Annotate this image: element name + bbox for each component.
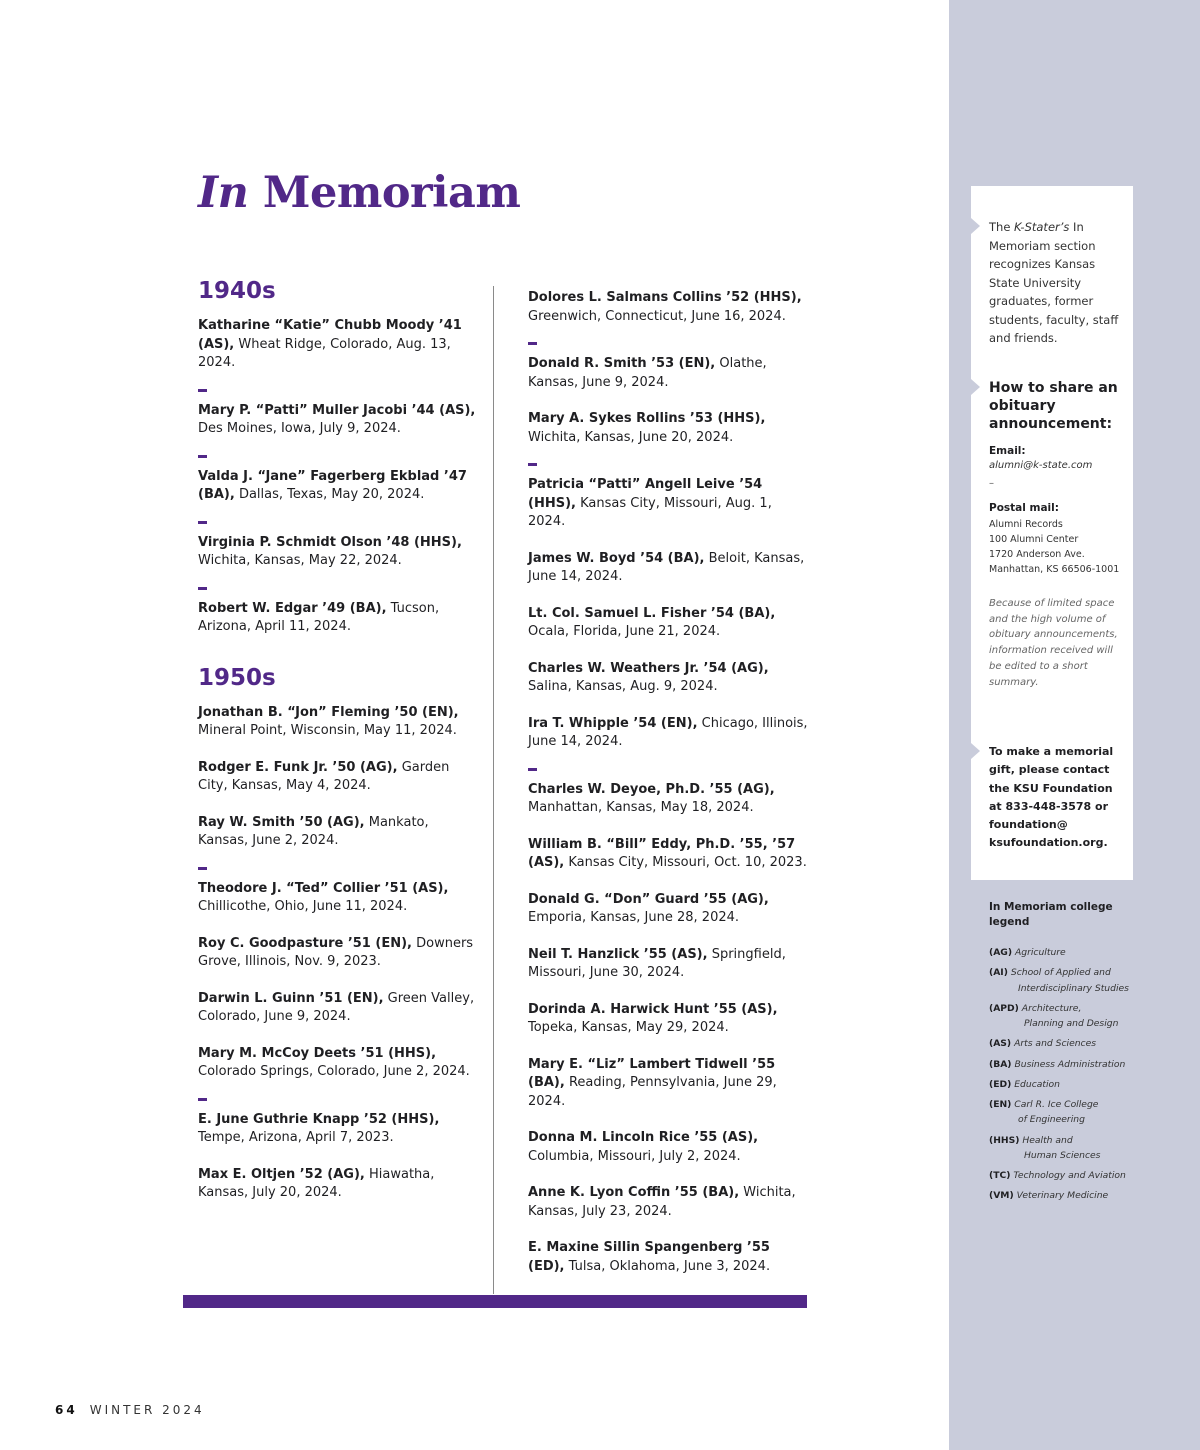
page-number: 64: [55, 1403, 78, 1417]
obituary-name: Jonathan B. “Jon” Fleming ’50 (EN),: [198, 704, 459, 720]
obituary-name: Max E. Oltjen ’52 (AG),: [198, 1166, 365, 1182]
email-label: Email:: [989, 445, 1026, 457]
entry-separator-dash: [198, 867, 207, 870]
obituary-name: Patricia “Patti” Angell Leive ’54 (HHS),: [528, 477, 763, 511]
entry-separator-dash: [528, 342, 537, 345]
college-legend-list: [989, 945, 1139, 1209]
legend-college-name-line: Interdisciplinary Studies: [1018, 982, 1129, 994]
entry-separator-dash: [198, 389, 207, 392]
bottom-accent-bar: [183, 1295, 807, 1308]
obituary-entry: [198, 759, 478, 796]
obituary-details: Wichita, Kansas, May 22, 2024.: [198, 553, 402, 568]
obituary-name: Darwin L. Guinn ’51 (EN),: [198, 990, 384, 1006]
postal-mail-label: Postal mail:: [989, 502, 1059, 514]
obituary-name: Rodger E. Funk Jr. ’50 (AG),: [198, 759, 398, 775]
obituary-name: Dolores L. Salmans Collins ’52 (HHS),: [528, 290, 802, 305]
legend-item: [989, 1001, 1139, 1031]
obituary-details: Greenwich, Connecticut, June 16, 2024.: [528, 308, 786, 324]
legend-abbreviation: (BA): [989, 1058, 1012, 1070]
legend-item: [989, 1168, 1139, 1183]
obituary-entry: [528, 1056, 810, 1112]
obituary-details: Reading, Pennsylvania, June 29, 2024.: [528, 1075, 777, 1109]
obituary-name: E. June Guthrie Knapp ’52 (HHS),: [198, 1111, 440, 1127]
obituary-name: Donna M. Lincoln Rice ’55 (AS),: [528, 1130, 759, 1145]
page-title-main: Memoriam: [262, 168, 521, 218]
legend-college-name-line: Veterinary Medicine: [1016, 1190, 1109, 1202]
legend-item: [989, 945, 1139, 960]
obituary-entry: [528, 946, 810, 983]
obituary-details: Emporia, Kansas, June 28, 2024.: [528, 910, 740, 925]
legend-item: [989, 1133, 1139, 1163]
postal-address-line: Manhattan, KS 66506-1001: [989, 564, 1120, 575]
obituary-name: Ray W. Smith ’50 (AG),: [198, 814, 365, 830]
obituary-details: Wichita, Kansas, June 20, 2024.: [528, 429, 734, 445]
page-title-italic: In: [198, 168, 249, 218]
college-legend-title: In Memoriam college legend: [989, 901, 1113, 928]
obituary-details: Downers Grove, Illinois, Nov. 9, 2023.: [198, 935, 474, 969]
obituary-entry: [198, 317, 478, 373]
obituary-entry: [528, 550, 810, 587]
obituary-entry: [198, 935, 478, 972]
legend-college-name-line: Human Sciences: [1024, 1149, 1101, 1161]
obituary-name: Mary M. McCoy Deets ’51 (HHS),: [198, 1045, 437, 1061]
obituary-entry: [198, 600, 478, 637]
obituary-details: Tulsa, Oklahoma, June 3, 2024.: [568, 1258, 771, 1274]
obituary-entry: [528, 1001, 810, 1038]
obituary-entry: [198, 402, 478, 439]
entry-separator-dash: [198, 455, 207, 458]
obituary-details: Tempe, Arizona, April 7, 2023.: [198, 1130, 394, 1145]
obituary-entry: [528, 289, 810, 326]
obituary-entry: [198, 990, 478, 1027]
obituary-name: Robert W. Edgar ’49 (BA),: [198, 600, 387, 616]
legend-college-name: [1014, 1079, 1060, 1090]
obituary-name: Roy C. Goodpasture ’51 (EN),: [198, 935, 412, 951]
legend-college-name-line: Health and: [1022, 1134, 1073, 1146]
legend-item: [989, 965, 1139, 995]
legend-college-name-line: Carl R. Ice College: [1014, 1099, 1099, 1111]
obituary-name: Katharine “Katie” Chubb Moody ’41 (AS),: [198, 318, 462, 352]
obituary-name: E. Maxine Sillin Spangenberg ’55 (ED),: [528, 1240, 770, 1274]
entry-separator-dash: [198, 587, 207, 590]
obituary-entry: [528, 781, 810, 818]
entry-separator-dash: [528, 463, 537, 466]
intro-publication-name: K-Stater’s: [1014, 220, 1070, 234]
intro-text: In Memoriam section recognizes Kansas State University graduates, former students, faculty, staff and friends.: [989, 220, 1119, 345]
column-divider: [493, 286, 494, 1294]
obituary-details: Garden City, Kansas, May 4, 2024.: [198, 759, 450, 793]
obituary-name: William B. “Bill” Eddy, Ph.D. ’55, ’57 (AS),: [528, 836, 796, 870]
entry-separator-dash: [198, 1098, 207, 1101]
obituary-name: Charles W. Deyoe, Ph.D. ’55 (AG),: [528, 781, 775, 797]
legend-college-name: [1015, 947, 1066, 958]
legend-college-name: [1013, 1170, 1126, 1181]
entry-separator-dash: [528, 768, 537, 771]
legend-college-name-line: Planning and Design: [1024, 1018, 1119, 1029]
how-to-share-heading: How to share an obituary announcement:: [989, 380, 1118, 432]
obituary-details: Chillicothe, Ohio, June 11, 2024.: [198, 899, 408, 914]
obituary-column-right: [528, 289, 810, 1294]
sidebar-intro: [989, 218, 1123, 348]
legend-item: [989, 1057, 1139, 1072]
obituary-entry: [528, 836, 810, 873]
legend-college-name-line: Arts and Sciences: [1014, 1038, 1097, 1050]
obituary-details: Kansas City, Missouri, Aug. 1, 2024.: [528, 495, 772, 529]
legend-item: [989, 1097, 1139, 1127]
page-footer: [55, 1403, 205, 1417]
arrow-marker-icon: [971, 218, 980, 234]
memorial-gift-note: To make a memorial gift, please contact the KSU Foundation at 833-448-3578 or foundation@ ksufoundation.org.: [989, 745, 1114, 850]
obituary-entry: [528, 1239, 810, 1276]
obituary-entry: [528, 891, 810, 928]
legend-college-name: [989, 967, 1139, 995]
legend-college-name-line: Technology and Aviation: [1013, 1170, 1126, 1182]
obituary-name: James W. Boyd ’54 (BA),: [528, 550, 705, 566]
obituary-name: Charles W. Weathers Jr. ’54 (AG),: [528, 660, 769, 676]
obituary-name: Mary P. “Patti” Muller Jacobi ’44 (AS),: [198, 402, 476, 418]
obituary-entry: [528, 660, 810, 697]
obituary-details: Salina, Kansas, Aug. 9, 2024.: [528, 679, 718, 694]
legend-item: [989, 1077, 1139, 1092]
editing-disclaimer: Because of limited space and the high volume of obituary announcements, information received will be edited to a short summary.: [989, 598, 1118, 688]
postal-address-line: 1720 Anderson Ave.: [989, 549, 1085, 560]
obituary-entry: [528, 1129, 810, 1166]
entry-separator-dash: [198, 521, 207, 524]
legend-abbreviation: (APD): [989, 1002, 1019, 1014]
obituary-name: Ira T. Whipple ’54 (EN),: [528, 715, 698, 731]
obituary-name: Neil T. Hanzlick ’55 (AS),: [528, 946, 708, 962]
legend-college-name-line: Architecture,: [1021, 1002, 1082, 1014]
obituary-column-left: [198, 275, 478, 1221]
decade-heading: 1940s: [198, 278, 276, 304]
arrow-marker-icon: [971, 743, 980, 759]
separator-dash: –: [989, 478, 994, 489]
obituary-name: Dorinda A. Harwick Hunt ’55 (AS),: [528, 1001, 778, 1017]
obituary-entry: [198, 468, 478, 505]
legend-college-name: [1017, 1190, 1109, 1201]
obituary-details: Des Moines, Iowa, July 9, 2024.: [198, 421, 401, 436]
obituary-name: Valda J. “Jane” Fagerberg Ekblad ’47 (BA),: [198, 468, 467, 502]
legend-abbreviation: (EN): [989, 1099, 1012, 1111]
obituary-details: Columbia, Missouri, July 2, 2024.: [528, 1148, 741, 1164]
obituary-details: Chicago, Illinois, June 14, 2024.: [528, 715, 808, 749]
intro-text: The: [989, 220, 1015, 234]
legend-item: [989, 1036, 1139, 1051]
obituary-entry: [198, 534, 478, 571]
legend-abbreviation: (AS): [989, 1038, 1012, 1050]
obituary-details: Colorado Springs, Colorado, June 2, 2024.: [198, 1064, 470, 1079]
obituary-details: Olathe, Kansas, June 9, 2024.: [528, 356, 767, 390]
legend-abbreviation: (AG): [989, 947, 1013, 958]
obituary-details: Kansas City, Missouri, Oct. 10, 2023.: [568, 855, 807, 870]
obituary-details: Wheat Ridge, Colorado, Aug. 13, 2024.: [198, 336, 451, 370]
decade-heading: 1950s: [198, 664, 276, 691]
postal-address-line: Alumni Records: [989, 519, 1063, 530]
obituary-details: Mineral Point, Wisconsin, May 11, 2024.: [198, 723, 457, 738]
page-title: [198, 168, 520, 218]
obituary-details: Manhattan, Kansas, May 18, 2024.: [528, 800, 754, 815]
obituary-details: Ocala, Florida, June 21, 2024.: [528, 624, 721, 639]
legend-college-name-line: of Engineering: [1018, 1114, 1085, 1126]
obituary-name: Virginia P. Schmidt Olson ’48 (HHS),: [198, 534, 462, 550]
obituary-name: Anne K. Lyon Coffin ’55 (BA),: [528, 1185, 740, 1200]
obituary-entry: [198, 1166, 478, 1203]
obituary-name: Mary E. “Liz” Lambert Tidwell ’55 (BA),: [528, 1056, 776, 1090]
obituary-details: Hiawatha, Kansas, July 20, 2024.: [198, 1166, 435, 1200]
legend-item: [989, 1188, 1139, 1203]
obituary-entry: [528, 605, 810, 642]
obituary-details: Green Valley, Colorado, June 9, 2024.: [198, 990, 475, 1024]
obituary-entry: [528, 1184, 810, 1221]
legend-abbreviation: (HHS): [989, 1134, 1020, 1146]
obituary-details: Tucson, Arizona, April 11, 2024.: [198, 600, 440, 634]
arrow-marker-icon: [971, 379, 980, 395]
legend-abbreviation: (TC): [989, 1170, 1011, 1182]
obituary-entry: [528, 410, 810, 447]
obituary-entry: [528, 715, 810, 752]
legend-college-name-line: Education: [1014, 1078, 1060, 1090]
obituary-name: Theodore J. “Ted” Collier ’51 (AS),: [198, 880, 449, 896]
obituary-name: Lt. Col. Samuel L. Fisher ’54 (BA),: [528, 605, 776, 621]
obituary-entry: [528, 355, 810, 392]
obituary-entry: [198, 1045, 478, 1082]
legend-abbreviation: (AI): [989, 967, 1008, 979]
obituary-details: Springfield, Missouri, June 30, 2024.: [528, 946, 786, 980]
legend-college-name: [1014, 1059, 1125, 1070]
issue-label: WINTER 2024: [89, 1403, 205, 1417]
obituary-name: Donald G. “Don” Guard ’55 (AG),: [528, 891, 769, 907]
legend-abbreviation: (VM): [989, 1190, 1014, 1202]
obituary-details: Beloit, Kansas, June 14, 2024.: [528, 550, 805, 584]
email-address: alumni@k-state.com: [989, 460, 1093, 471]
obituary-details: Dallas, Texas, May 20, 2024.: [238, 487, 425, 502]
legend-college-name: [1014, 1038, 1096, 1049]
legend-college-name-line: Agriculture: [1014, 947, 1066, 958]
postal-address: [989, 517, 1123, 577]
obituary-entry: [198, 880, 478, 917]
legend-abbreviation: (ED): [989, 1078, 1012, 1090]
obituary-entry: [198, 704, 478, 741]
legend-college-name-line: School of Applied and: [1010, 967, 1111, 979]
obituary-details: Mankato, Kansas, June 2, 2024.: [198, 814, 429, 848]
legend-college-name: [989, 1099, 1139, 1127]
obituary-entry: [198, 814, 478, 851]
legend-college-name-line: Business Administration: [1014, 1058, 1126, 1070]
obituary-details: Topeka, Kansas, May 29, 2024.: [528, 1020, 729, 1035]
obituary-entry: [198, 1111, 478, 1148]
obituary-name: Mary A. Sykes Rollins ’53 (HHS),: [528, 411, 766, 426]
postal-address-line: 100 Alumni Center: [989, 534, 1079, 545]
obituary-entry: [528, 476, 810, 532]
obituary-name: Donald R. Smith ’53 (EN),: [528, 356, 716, 371]
obituary-details: Wichita, Kansas, July 23, 2024.: [528, 1185, 796, 1219]
